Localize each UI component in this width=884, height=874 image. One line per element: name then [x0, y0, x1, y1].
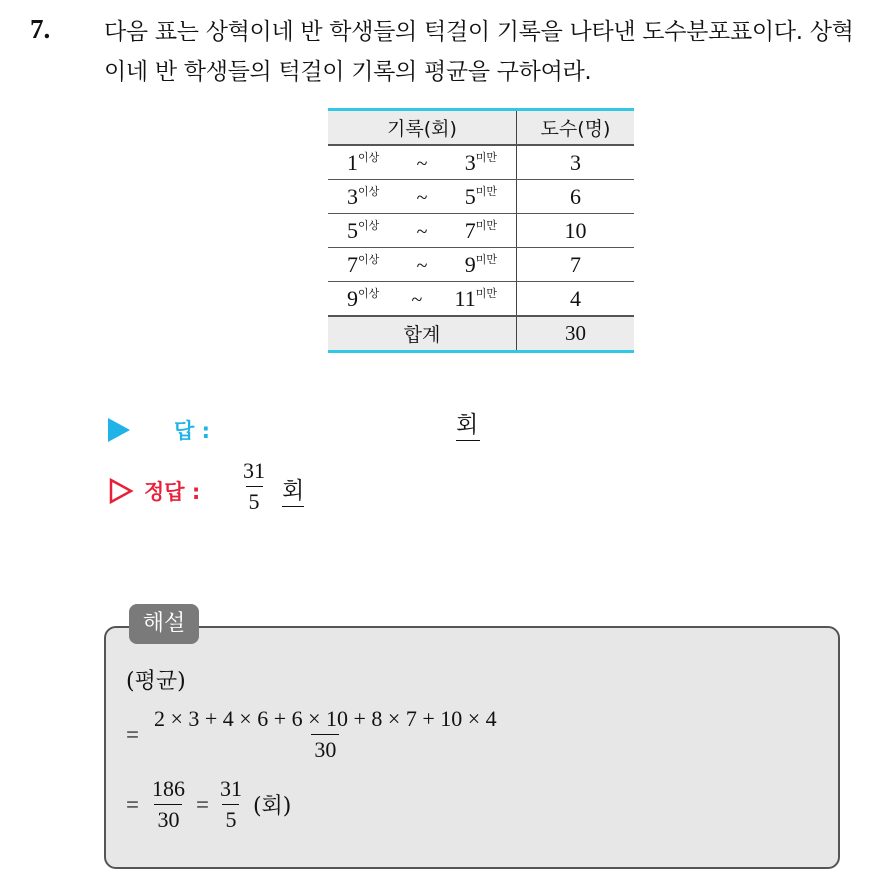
correct-answer-label: 정답 :: [144, 480, 201, 504]
total-value: 30: [517, 316, 635, 352]
frequency-table: [328, 108, 634, 353]
table-cell-frequency: 6: [517, 180, 635, 214]
answer-input-line[interactable]: [456, 410, 480, 441]
table-cell-frequency: 10: [517, 214, 635, 248]
table-cell-frequency: 7: [517, 248, 635, 282]
solution-line-expression: = $\frac{2 \times 3 + 4 \times 6 + 6 \times 10 + 8 \times 7 + 10 \times 4}{30}$: [126, 706, 497, 762]
question-number: 7.: [30, 14, 51, 44]
solution-line-result: = $\frac{186}{30}$ = $\frac{31}{5}$ (회): [126, 776, 292, 832]
correct-answer-unit: 회: [282, 476, 304, 507]
table-row: $5^{이상}$ ~ $7^{미만}$ 10: [328, 214, 634, 248]
table-row: $3^{이상}$ ~ $5^{미만}$ 6: [328, 180, 634, 214]
answer-label: 답 :: [174, 419, 210, 443]
answer-unit: 회: [456, 412, 479, 438]
table-row: $7^{이상}$ ~ $9^{미만}$ 7: [328, 248, 634, 282]
table-total-row: [328, 316, 634, 352]
correct-answer-row: [108, 466, 200, 516]
table-header-row: [328, 110, 634, 146]
outline-triangle-icon: [108, 478, 134, 504]
table-row: $1^{이상}$ ~ $3^{미만}$ 3: [328, 145, 634, 180]
play-triangle-icon: [108, 418, 130, 442]
solution-line-mean: (평균): [126, 669, 186, 694]
answer-row: [108, 410, 210, 450]
solution-tab: 해설: [129, 604, 199, 644]
table-row: $9^{이상}$ ~ $11^{미만}$ 4: [328, 282, 634, 317]
correct-answer-fraction: $\frac{31}{5}$: [243, 458, 265, 514]
question-text: 다음 표는 상혁이네 반 학생들의 턱걸이 기록을 나타낸 도수분포표이다. 상혁이네 반 학생들의 턱걸이 기록의 평균을 구하여라.: [104, 19, 854, 85]
table-cell-frequency: 3: [517, 145, 635, 180]
header-frequency: 도수(명): [517, 110, 635, 146]
total-label: 합계: [328, 316, 517, 352]
header-record: 기록(회): [328, 110, 517, 146]
table-cell-frequency: 4: [517, 282, 635, 317]
